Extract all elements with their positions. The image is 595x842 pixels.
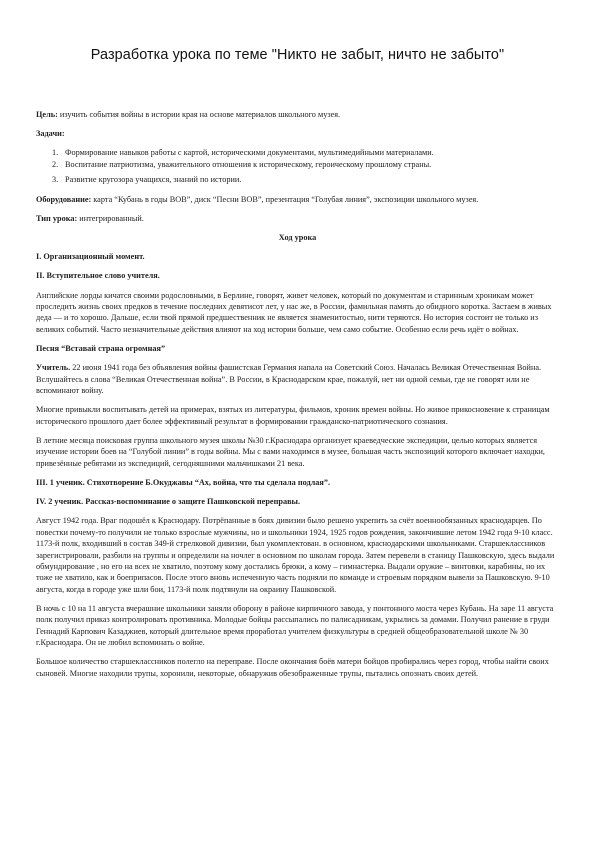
body-paragraph: Большое количество старшеклассников полегло на переправе. После окончания боёв матери бойцов пробирались через город, чтобы найти своих сыновей. Многие находили трупы, хоронили, некоторые, обнаружив обезображенные трупы, пытались опознать своих детей.	[36, 657, 549, 678]
teacher-text: 22 июня 1941 года без объявления войны фашистская Германия напала на Советский Союз. Началась Великая Отечественная Война. Вслушайтесь в слова “Великая Отечественная война”. В России, в Краснодарском крае, пожалуй, нет ни одной семьи, где не говорят или не вспоминают войну.	[36, 363, 542, 396]
tasks-list	[36, 147, 559, 185]
goal-label: Цель:	[36, 110, 58, 119]
goal-text: изучить события войны в истории края на основе материалов школьного музея.	[57, 110, 341, 119]
teacher-paragraph	[36, 362, 559, 396]
teacher-label: Учитель.	[36, 363, 71, 373]
list-item	[36, 159, 559, 170]
list-item-number: 1.	[52, 148, 59, 158]
equipment-paragraph	[36, 194, 559, 205]
list-item	[36, 147, 559, 158]
tasks-heading: Задачи:	[36, 129, 65, 139]
list-item-text: Развитие кругозора учащихся, знаний по истории.	[65, 175, 242, 185]
list-item-number: 2.	[52, 159, 59, 169]
list-item-text: Формирование навыков работы с картой, историческими документами, мультимедийными материалами.	[65, 148, 434, 158]
section-heading: IV. 2 ученик. Рассказ-воспоминание о защите Пашковской переправы.	[36, 497, 301, 507]
body-paragraph: В ночь с 10 на 11 августа вчерашние школьники заняли оборону в районе кирпичного завода, у понтонного моста через Кубань. На заре 11 августа полк получил приказ контролировать противника. Молодые бойцы рассыпались по палисадникам, укрылись за домами. Получил ранение в груди Геннадий Карпович Казаджиев, который длительное время проработал учителем физкультуры в средней общеобразовательной школе № 30 г.Краснодара. Он не любил вспоминать о войне.	[36, 603, 554, 648]
body-paragraph: Английские лорды кичатся своими родословными, в Берлине, говорят, живет человек, который по документам и старинным хроникам может проследить жизнь своих предков в течение последних девятисот лет, у нас же, в России, фамильная память до обидного коротка. Застаем в живых деда — и то хорошо. Дальше, если твой прямой предшественник не является знаменитостью, нити теряются. Но история состоит не только из великих событий. Часто незначительные действия влияют на ход истории больше, чем само событие. Особенно если речь идёт о войнах.	[36, 290, 552, 334]
section-heading: I. Организационный момент.	[36, 252, 145, 262]
goal-paragraph	[36, 109, 559, 120]
equipment-label: Оборудование:	[36, 194, 92, 204]
page-title: Разработка урока по теме "Никто не забыт, ничто не забыто"	[90, 47, 505, 63]
song-heading: Песня “Вставай страна огромная”	[36, 344, 166, 354]
list-item-number: 3.	[52, 175, 59, 185]
lesson-type-paragraph	[36, 213, 559, 224]
body-paragraph: В летние месяца поисковая группа школьного музея школы №30 г.Краснодара организует краеведческие экспедиции, целью которых является изучение истории боев на “Голубой линии” в годы войны. Мы с вами находимся в музее, большая часть экспозиций которого включает находки, привезённые ребятами из экспедиций, сегодняшними мальчишками 21 века.	[36, 435, 545, 468]
equipment-text: карта “Кубань в годы ВОВ”, диск “Песни ВОВ”, презентация “Голубая линия”, экспозиции школьного музея.	[91, 194, 479, 204]
document-body	[36, 109, 559, 687]
list-item-text: Воспитание патриотизма, уважительного отношения к историческому, героическому прошлому страны.	[65, 159, 432, 169]
list-item	[36, 174, 559, 185]
body-paragraph: Август 1942 года. Враг подошёл к Краснодару. Потрёпанные в боях дивизии было решено укрепить за счёт военнообязанных краснодарцев. По повестки почему-то получили не только взрослые мужчины, но и школьники 1924, 1925 годов рождения, закончившие летом 1942 года 9-10 класс. 1173-й полк, входивший в состав 349-й стрелковой дивизии, был укомплектован. в основном, краснодарскими школьниками. Старшеклассников зарегистрировали, разбили на группы и определили на ночлег в основном по школам города. Затем перевели в станицу Пашковскую, здесь выдали обмундирование , но его на всех не хватило, поэтому кому достались брюки, а кому – гимнастерка. Выдали оружие – винтовки, карабины, но их тоже не хватило, как и боеприпасов. После этого вновь испеченную часть подняли по команде и строевым порядком вывели за Пашковскую. 9-10 августа, когда в городе уже шли бои, 1173-й полк подтянули на окраину Пашковской.	[36, 516, 555, 594]
section-heading: III. 1 ученик. Стихотворение Б.Окуджавы “Ах, война, что ты сделала подлая”.	[36, 477, 331, 487]
lesson-type-text: интегрированный.	[77, 213, 144, 223]
course-heading: Ход урока	[278, 233, 317, 243]
body-paragraph: Многие привыкли воспитывать детей на примерах, взятых из литературы, фильмов, хроник времен войны. Но живое прикосновение к страницам исторического прошлого дает более эффективный результат в формировании гражданско-патриотического сознания.	[36, 405, 550, 426]
lesson-type-label: Тип урока:	[36, 213, 78, 223]
section-heading: II. Вступительное слово учителя.	[36, 271, 160, 281]
